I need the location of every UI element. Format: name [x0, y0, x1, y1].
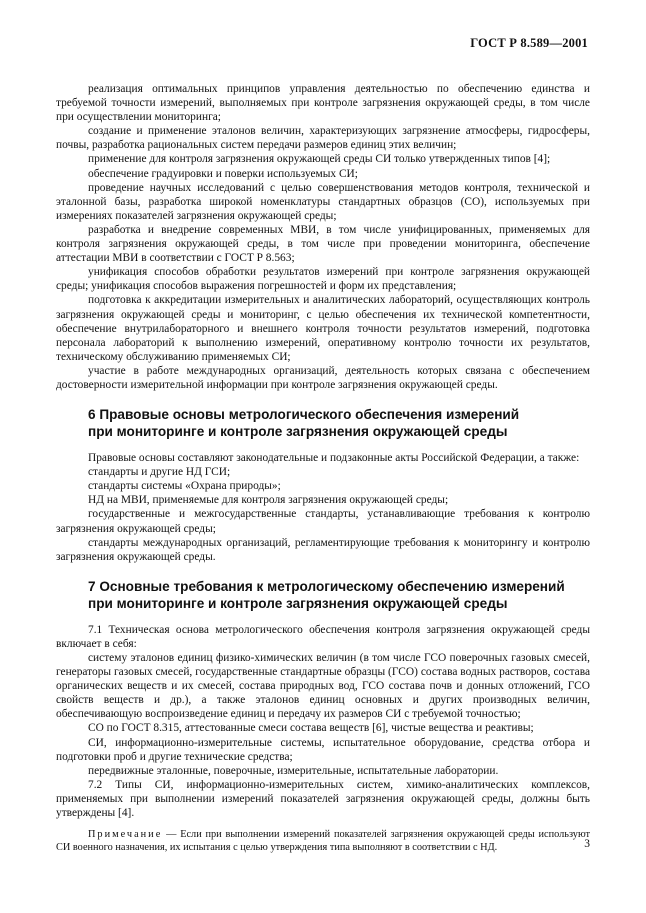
paragraph: разработка и внедрение современных МВИ, в том числе унифицированных, применяемых для контроля загрязнения окружающей среды, в том числе при проведении мониторинга, обеспечение аттестации МВИ в соответствии с ГОСТ Р 8.563;	[56, 223, 590, 265]
paragraph: стандарты и другие НД ГСИ;	[88, 466, 231, 479]
section-6-heading	[56, 406, 590, 440]
paragraph: создание и применение эталонов величин, характеризующих загрязнение атмосферы, гидросферы, почвы, разработка рациональных систем передачи размеров единиц этих величин;	[56, 125, 590, 152]
paragraph: применение для контроля загрязнения окружающей среды СИ только утвержденных типов [4];	[88, 153, 551, 166]
paragraph: подготовка к аккредитации измерительных и аналитических лабораторий, осуществляющих контроль загрязнения окружающей среды и мониторинг, с целью обеспечения их технической компетентности, обеспечение внутрилабораторного и внешнего контроля точности результатов измерений, подготовка персонала лабораторий к выполнению измерений, оперативному контролю точности их результатов, техническому обслуживанию применяемых СИ;	[56, 294, 590, 363]
paragraph: унификация способов обработки результатов измерений при контроле загрязнения окружающей среды; унификация способов выражения погрешностей и форм их представления;	[56, 266, 590, 293]
paragraph: реализация оптимальных принципов управления деятельностью по обеспечению единства и требуемой точности измерений, выполняемых при контроле загрязнения окружающей среды, в том числе при осуществлении мониторинга;	[56, 83, 590, 124]
paragraph: проведение научных исследований с целью совершенствования методов контроля, технической и эталонной базы, разработка широкой номенклатуры стандартных образцов (СО), используемых при измерениях показателей загрязнения окружающей среды;	[56, 181, 590, 222]
paragraph: передвижные эталонные, поверочные, измерительные, испытательные лаборатории.	[88, 764, 499, 777]
paragraph: обеспечение градуировки и поверки используемых СИ;	[88, 167, 358, 180]
section-7-heading-line-1: 7 Основные требования к метрологическому обеспечению измерений	[88, 578, 565, 594]
paragraph: стандарты системы «Охрана природы»;	[88, 480, 281, 493]
paragraph: систему эталонов единиц физико-химических величин (в том числе ГСО поверочных газовых смесей, генераторы газовых смесей, государственные стандартные образцы (ГСО) состава водных растворов, состава органических веществ и их смесей, состава природных вод, ГСО состава почв и донных отложений, ГСО свойств веществ и др.), а также эталонов единиц основных и других производных величин, обеспечивающую воспроизведение единиц и передачу их размеров СИ с требуемой точностью;	[56, 652, 590, 721]
document-body	[56, 82, 590, 854]
note-text: — Если при выполнении измерений показателей загрязнения окружающей среды используют СИ военного назначения, их испытания с целью утверждения типа выполняют в соответствии с НД.	[56, 829, 590, 854]
paragraph: СО по ГОСТ 8.315, аттестованные смеси состава веществ [6], чистые вещества и реактивы;	[88, 722, 534, 735]
section-6-heading-line-1: 6 Правовые основы метрологического обеспечения измерений	[88, 407, 520, 423]
note	[56, 828, 590, 854]
section-6-heading-line-2: при мониторинге и контроле загрязнения окружающей среды	[88, 424, 508, 440]
section-7-heading	[56, 578, 590, 612]
section-7-heading-line-2: при мониторинге и контроле загрязнения окружающей среды	[88, 595, 508, 611]
paragraph: СИ, информационно-измерительные системы, испытательное оборудование, средства отбора и подготовки проб и другие технические средства;	[56, 736, 590, 763]
paragraph: 7.1 Техническая основа метрологического обеспечения контроля загрязнения окружающей среды включает в себя:	[56, 623, 590, 650]
paragraph: стандарты международных организаций, регламентирующие требования к мониторингу и контролю загрязнения окружающей среды.	[56, 536, 590, 563]
paragraph: НД на МВИ, применяемые для контроля загрязнения окружающей среды;	[88, 494, 449, 507]
note-label: Примечание	[88, 829, 163, 841]
document-header: ГОСТ Р 8.589—2001	[470, 36, 588, 50]
paragraph: Правовые основы составляют законодательные и подзаконные акты Российской Федерации, а также:	[88, 452, 580, 465]
paragraph: 7.2 Типы СИ, информационно-измерительных систем, химико-аналитических комплексов, применяемых при выполнении измерений показателей загрязнения окружающей среды, должны быть утверждены [4].	[56, 778, 590, 820]
page-number: 3	[584, 838, 590, 850]
paragraph: участие в работе международных организаций, деятельность которых связана с обеспечением достоверности измерительной информации при контроле загрязнения окружающей среды.	[56, 364, 590, 391]
paragraph: государственные и межгосударственные стандарты, устанавливающие требования к контролю загрязнения окружающей среды;	[56, 508, 590, 535]
